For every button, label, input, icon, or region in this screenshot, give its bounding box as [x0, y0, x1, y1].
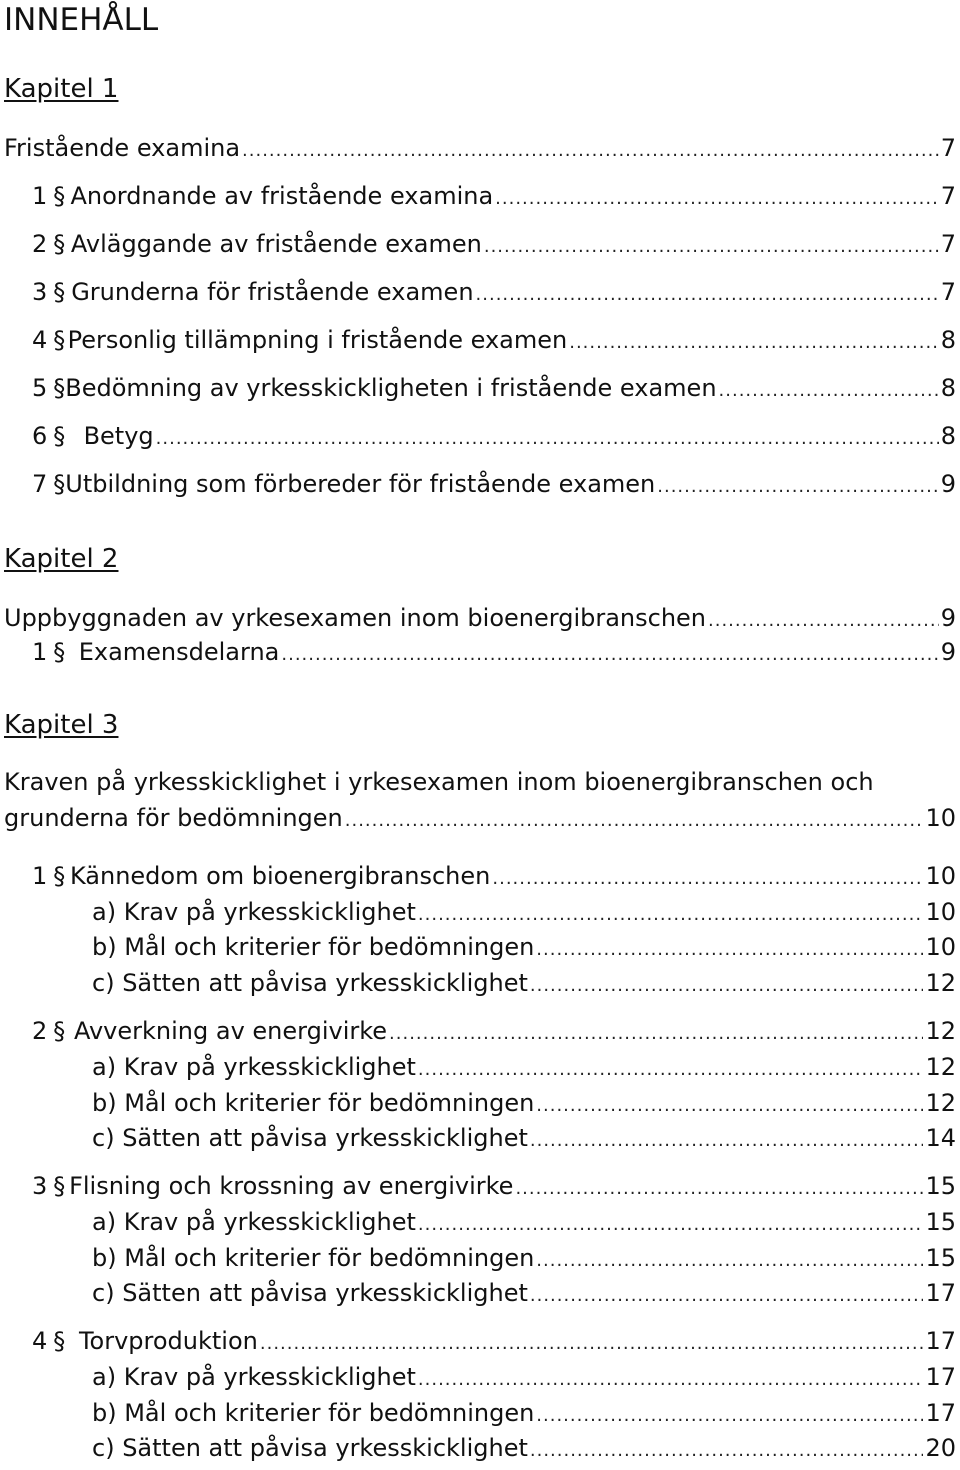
toc-entry[interactable] [92, 969, 956, 997]
toc-entry-label: Avläggande av fristående examen [70, 230, 482, 258]
toc-entry[interactable] [92, 1124, 956, 1152]
dot-leader [476, 286, 939, 304]
dot-leader [719, 382, 939, 400]
page-number: 10 [925, 804, 956, 832]
page-number: 7 [940, 134, 956, 162]
toc-entry-label: Utbildning som förbereder för fristående examen [65, 470, 656, 498]
dot-leader [530, 1287, 924, 1305]
paragraph-sign: § [53, 470, 66, 498]
toc-entry-label: Uppbyggnaden av yrkesexamen inom bioenergibranschen [4, 604, 707, 632]
toc-entry[interactable] [32, 278, 956, 306]
page-number: 10 [925, 898, 956, 926]
section-number: 2 [32, 1017, 48, 1045]
dot-leader [242, 142, 939, 160]
section-number: 1 [32, 638, 48, 666]
page-number: 8 [940, 374, 956, 402]
toc-entry[interactable] [32, 374, 956, 402]
page-number: 17 [925, 1363, 956, 1391]
page-number: 17 [925, 1327, 956, 1355]
toc-entry[interactable] [92, 933, 956, 961]
toc-entry[interactable] [32, 862, 956, 890]
toc-entry[interactable] [92, 1434, 956, 1462]
section-number: 3 [32, 278, 48, 306]
section-number: 1 [32, 862, 48, 890]
dot-leader [418, 1371, 924, 1389]
page-number: 7 [940, 278, 956, 306]
section-number: 5 [32, 374, 48, 402]
dot-leader [492, 870, 923, 888]
dot-leader [418, 1061, 924, 1079]
toc-entry-label: b) Mål och kriterier för bedömningen [92, 1244, 535, 1272]
toc-entry[interactable] [32, 1172, 956, 1200]
paragraph-sign: § [53, 422, 66, 450]
paragraph-sign: § [53, 862, 66, 890]
paragraph-sign: § [53, 230, 66, 258]
toc-entry-label: c) Sätten att påvisa yrkesskicklighet [92, 1124, 528, 1152]
toc-entry[interactable] [32, 470, 956, 498]
toc-entry-label: a) Krav på yrkesskicklighet [92, 898, 416, 926]
dot-leader [536, 1097, 923, 1115]
page-number: 8 [940, 326, 956, 354]
toc-entry[interactable] [92, 1399, 956, 1427]
toc-entry-label: a) Krav på yrkesskicklighet [92, 1363, 416, 1391]
page-number: 20 [925, 1434, 956, 1462]
page-number: 12 [925, 1089, 956, 1117]
toc-entry[interactable] [92, 1089, 956, 1117]
paragraph-sign: § [53, 1327, 66, 1355]
dot-leader [536, 1252, 923, 1270]
toc-entry[interactable] [92, 898, 956, 926]
page-number: 9 [940, 470, 956, 498]
page-number: 9 [940, 638, 956, 666]
dot-leader [536, 941, 923, 959]
toc-entry-label: Anordnande av fristående examina [70, 182, 494, 210]
section-number: 4 [32, 326, 48, 354]
toc-entry[interactable] [92, 1208, 956, 1236]
toc-entry-label: grunderna för bedömningen [4, 804, 343, 832]
toc-entry[interactable] [32, 230, 956, 258]
toc-entry[interactable] [32, 1017, 956, 1045]
dot-leader [536, 1407, 923, 1425]
paragraph-sign: § [53, 1172, 66, 1200]
dot-leader [657, 478, 938, 496]
toc-entry-label: Betyg [83, 422, 154, 450]
page-number: 17 [925, 1399, 956, 1427]
page-number: 7 [940, 182, 956, 210]
toc-entry-label: Flisning och krossning av energivirke [69, 1172, 514, 1200]
section-number: 2 [32, 230, 48, 258]
toc-entry-label: Kännedom om bioenergibranschen [69, 862, 491, 890]
toc-entry[interactable] [92, 1363, 956, 1391]
toc-entry-label: Grunderna för fristående examen [71, 278, 474, 306]
page-number: 14 [925, 1124, 956, 1152]
dot-leader [530, 977, 924, 995]
toc-entry-label: Fristående examina [4, 134, 241, 162]
section-number: 6 [32, 422, 48, 450]
page-number: 7 [940, 230, 956, 258]
toc-entry[interactable] [92, 1053, 956, 1081]
dot-leader [418, 1216, 924, 1234]
toc-entry-label: b) Mål och kriterier för bedömningen [92, 1399, 535, 1427]
page-number: 15 [925, 1208, 956, 1236]
chapter-heading[interactable]: Kapitel 2 [4, 544, 119, 574]
dot-leader [389, 1025, 923, 1043]
paragraph-sign: § [53, 1017, 66, 1045]
dot-leader [281, 646, 938, 664]
chapter-heading[interactable]: Kapitel 1 [4, 74, 119, 104]
page-number: 10 [925, 933, 956, 961]
dot-leader [156, 430, 939, 448]
section-number: 7 [32, 470, 48, 498]
dot-leader [515, 1180, 923, 1198]
dot-leader [495, 190, 939, 208]
section-number: 4 [32, 1327, 48, 1355]
toc-entry[interactable] [4, 804, 956, 832]
toc-entry-text: Kraven på yrkesskicklighet i yrkesexamen inom bioenergibranschen och [4, 768, 874, 796]
paragraph-sign: § [53, 278, 66, 306]
toc-entry-label: Examensdelarna [78, 638, 280, 666]
toc-entry-label: a) Krav på yrkesskicklighet [92, 1208, 416, 1236]
dot-leader [418, 906, 924, 924]
toc-entry[interactable] [4, 604, 956, 632]
toc-entry-label: b) Mål och kriterier för bedömningen [92, 1089, 535, 1117]
page-number: 12 [925, 969, 956, 997]
toc-entry-label: Bedömning av yrkesskickligheten i fristående examen [65, 374, 717, 402]
page-number: 15 [925, 1172, 956, 1200]
section-number: 1 [32, 182, 48, 210]
paragraph-sign: § [53, 638, 66, 666]
dot-leader [484, 238, 939, 256]
paragraph-sign: § [53, 374, 66, 402]
toc-entry-label: c) Sätten att påvisa yrkesskicklighet [92, 1279, 528, 1307]
dot-leader [708, 612, 939, 630]
toc-entry-label: Torvproduktion [78, 1327, 258, 1355]
page-number: 17 [925, 1279, 956, 1307]
dot-leader [530, 1442, 924, 1460]
toc-entry-label: Avverkning av energivirke [73, 1017, 388, 1045]
chapter-heading[interactable]: Kapitel 3 [4, 710, 119, 740]
dot-leader [260, 1335, 924, 1353]
page-number: 8 [940, 422, 956, 450]
toc-entry[interactable] [32, 638, 956, 666]
toc-entry-label: c) Sätten att påvisa yrkesskicklighet [92, 1434, 528, 1462]
toc-entry[interactable] [32, 1327, 956, 1355]
dot-leader [345, 812, 924, 830]
toc-entry[interactable] [32, 422, 956, 450]
page-number: 12 [925, 1017, 956, 1045]
toc-entry[interactable] [32, 326, 956, 354]
page-number: 9 [940, 604, 956, 632]
page-title: INNEHÅLL [4, 2, 159, 38]
toc-entry-label: c) Sätten att påvisa yrkesskicklighet [92, 969, 528, 997]
page-number: 10 [925, 862, 956, 890]
page-number: 12 [925, 1053, 956, 1081]
toc-entry[interactable] [4, 134, 956, 162]
section-number: 3 [32, 1172, 48, 1200]
paragraph-sign: § [53, 326, 66, 354]
toc-entry[interactable] [92, 1279, 956, 1307]
dot-leader [530, 1132, 924, 1150]
toc-entry-label: a) Krav på yrkesskicklighet [92, 1053, 416, 1081]
toc-entry[interactable] [92, 1244, 956, 1272]
paragraph-sign: § [53, 182, 66, 210]
toc-entry[interactable] [32, 182, 956, 210]
toc-entry-label: b) Mål och kriterier för bedömningen [92, 933, 535, 961]
toc-entry-label: Personlig tillämpning i fristående examen [67, 326, 568, 354]
dot-leader [569, 334, 938, 352]
page-number: 15 [925, 1244, 956, 1272]
